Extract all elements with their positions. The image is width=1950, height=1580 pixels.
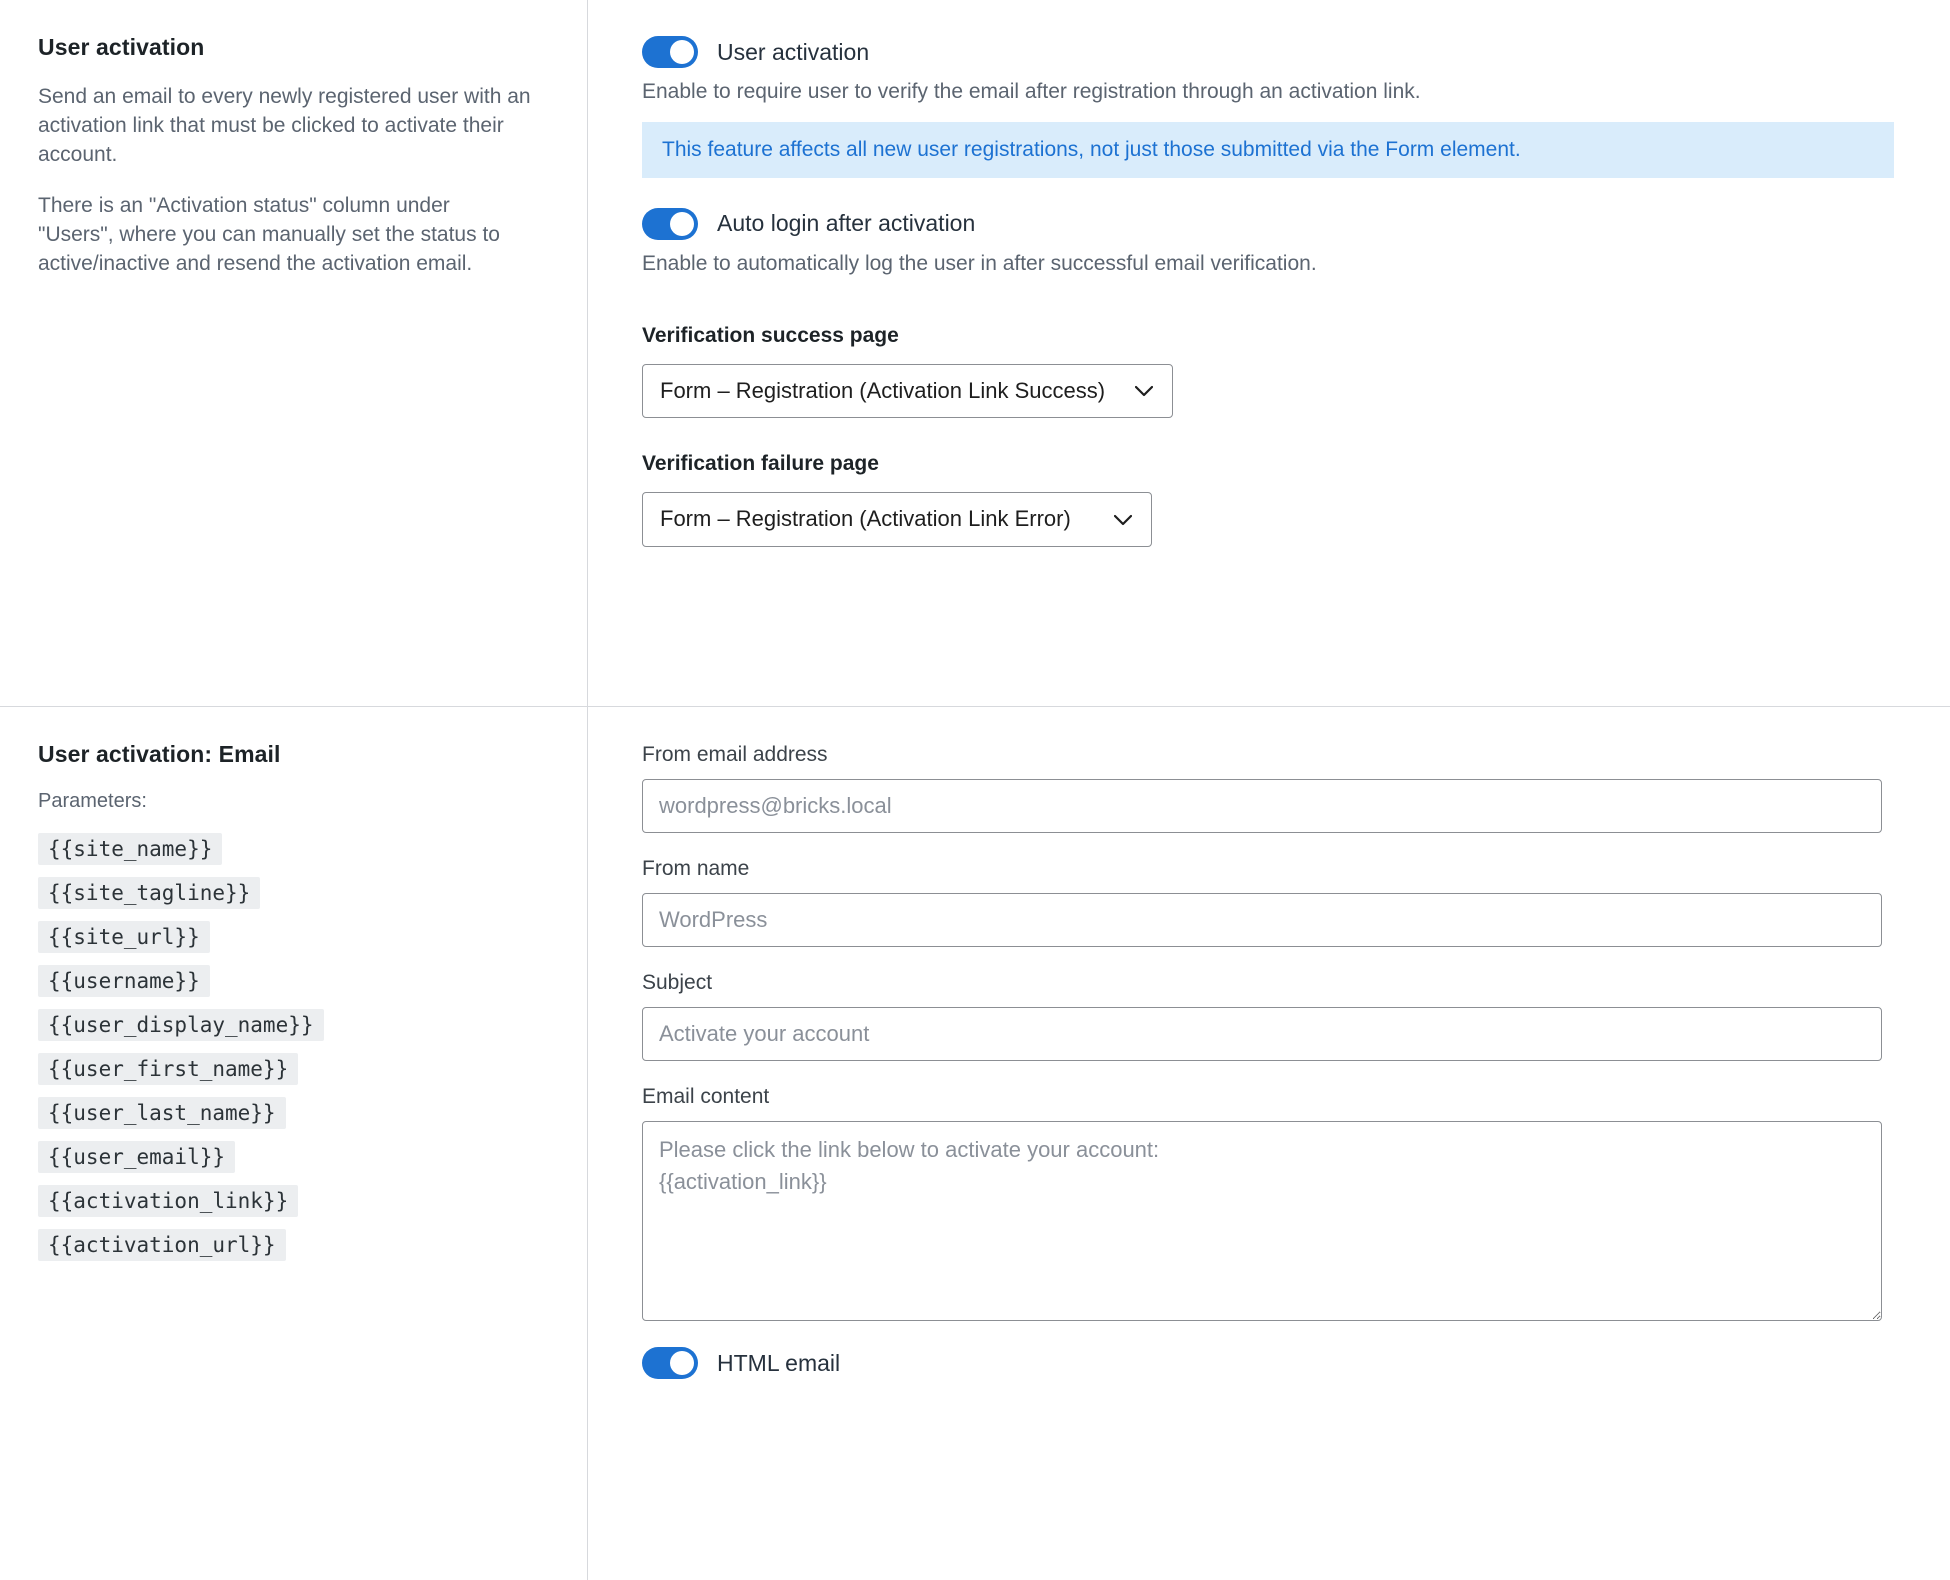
page-title: User activation: [38, 34, 205, 60]
verification-failure-page-label: Verification failure page: [642, 452, 879, 476]
toggle-switch-icon[interactable]: [642, 36, 698, 68]
auto-login-help-text: Enable to automatically log the user in after successful email verification.: [642, 251, 1317, 275]
html-email-toggle-label: HTML email: [717, 1349, 841, 1376]
user-activation-controls-column: [588, 0, 1950, 706]
list-item: {{user_display_name}}: [38, 1009, 324, 1041]
toggle-switch-icon[interactable]: [642, 1347, 698, 1379]
auto-login-toggle-label: Auto login after activation: [717, 210, 976, 237]
from-email-label: From email address: [642, 743, 828, 766]
parameter-list: [38, 833, 531, 1261]
email-content-label: Email content: [642, 1085, 770, 1108]
from-name-input[interactable]: [642, 893, 1882, 947]
subject-label: Subject: [642, 971, 713, 994]
list-item: {{user_last_name}}: [38, 1097, 286, 1129]
description-paragraph-1: Send an email to every newly registered user with an activation link that must be clicked to activate their account.: [38, 85, 531, 166]
verification-failure-page-select-wrapper[interactable]: [642, 492, 1152, 546]
from-email-group: [642, 743, 1894, 833]
email-fields-column: [588, 707, 1950, 1580]
list-item: {{site_name}}: [38, 833, 222, 865]
user-activation-toggle[interactable]: [642, 36, 1894, 68]
user-activation-section: [0, 0, 1950, 706]
email-parameters-column: [0, 707, 588, 1580]
list-item: {{user_first_name}}: [38, 1053, 298, 1085]
subject-input[interactable]: [642, 1007, 1882, 1061]
user-activation-description-column: [0, 0, 588, 706]
verification-success-page-select[interactable]: [642, 364, 1173, 418]
from-name-group: [642, 857, 1894, 947]
user-activation-email-section: [0, 706, 1950, 1580]
html-email-toggle[interactable]: [642, 1347, 1894, 1379]
list-item: {{user_email}}: [38, 1141, 235, 1173]
email-content-textarea[interactable]: [642, 1121, 1882, 1321]
verification-success-page-select-wrapper[interactable]: [642, 364, 1173, 418]
verification-success-page-label: Verification success page: [642, 323, 899, 347]
parameters-label: Parameters:: [38, 790, 147, 812]
user-activation-notice: This feature affects all new user registrations, not just those submitted via the Form element.: [642, 122, 1894, 177]
toggle-knob: [670, 212, 694, 236]
auto-login-toggle[interactable]: [642, 208, 1894, 240]
list-item: {{activation_link}}: [38, 1185, 298, 1217]
list-item: {{site_url}}: [38, 921, 210, 953]
from-name-label: From name: [642, 857, 750, 880]
list-item: {{activation_url}}: [38, 1229, 286, 1261]
email-content-group: [642, 1085, 1894, 1321]
user-activation-toggle-label: User activation: [717, 38, 870, 65]
from-email-input[interactable]: [642, 779, 1882, 833]
email-section-title: User activation: Email: [38, 741, 281, 767]
subject-group: [642, 971, 1894, 1061]
user-activation-help-text: Enable to require user to verify the email after registration through an activation link.: [642, 80, 1421, 103]
list-item: {{username}}: [38, 965, 210, 997]
list-item: {{site_tagline}}: [38, 877, 260, 909]
verification-failure-page-select[interactable]: [642, 492, 1152, 546]
toggle-switch-icon[interactable]: [642, 208, 698, 240]
toggle-knob: [670, 40, 694, 64]
description-paragraph-2: There is an "Activation status" column under "Users", where you can manually set the status to active/inactive and resend the activation email.: [38, 193, 500, 275]
toggle-knob: [670, 1351, 694, 1375]
